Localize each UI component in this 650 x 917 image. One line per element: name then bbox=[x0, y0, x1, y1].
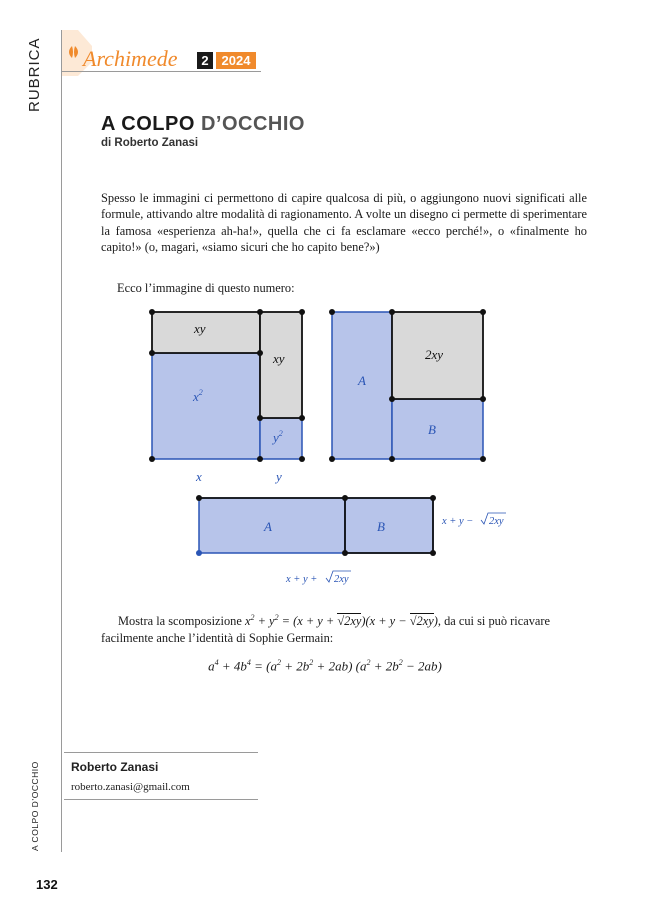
article-byline: di Roberto Zanasi bbox=[101, 137, 199, 149]
author-name: Roberto Zanasi bbox=[71, 760, 159, 774]
dim-right-radicand: 2xy bbox=[489, 516, 504, 527]
page-number: 132 bbox=[36, 877, 58, 892]
label-xy-top: xy bbox=[194, 321, 206, 336]
y-squared-region bbox=[260, 418, 302, 459]
decomp-after: , da cui si può ricavare facilmente anche l’identità di Sophie Germain: bbox=[101, 614, 551, 646]
year-badge: 2024 bbox=[216, 52, 256, 69]
region-b-right bbox=[392, 399, 483, 459]
label-a-right: A bbox=[358, 373, 366, 388]
decomposition-text bbox=[101, 609, 591, 647]
dim-bottom-text: x + y + bbox=[286, 574, 318, 585]
issue-badge: 2 bbox=[197, 52, 213, 69]
label-two-xy: 2xy bbox=[425, 347, 444, 362]
axis-label-y: y bbox=[276, 469, 282, 484]
sophie-germain-identity: $a^4 + 4b^4 = (a^2 + 2b^2 + 2ab) (a^2 + 2b^2 - 2ab)$ bbox=[208, 658, 442, 674]
label-x-squared: $x^2$ bbox=[193, 388, 203, 404]
label-xy-right: xy bbox=[273, 351, 285, 366]
intro-paragraph: Spesso le immagini ci permettono di capire qualcosa di più, o aggiungono nuovi significati alle formule, attivando altre modalità di ragionamento. A volte un disegno ci permette di sperimentare la famosa «esperienza ah-ha!», quella che ci fa esclamare «ecco perché!», o «finalmente ho capito!» (o, magari, «siamo sicuri che ho capito bene?») bbox=[101, 191, 587, 254]
axis-label-x: x bbox=[196, 469, 202, 484]
side-article-title: A COLPO D’OCCHIO bbox=[30, 761, 40, 851]
region-b-bottom bbox=[345, 498, 433, 553]
author-email[interactable]: roberto.zanasi@gmail.com bbox=[71, 781, 190, 793]
label-b-right: B bbox=[428, 422, 436, 437]
dim-right-text: x + y − bbox=[442, 516, 474, 527]
label-b-bottom: B bbox=[377, 519, 385, 534]
author-rule-top bbox=[64, 752, 258, 753]
region-a-bottom bbox=[199, 498, 345, 553]
author-rule-bottom bbox=[64, 799, 258, 800]
figure-intro: Ecco l’immagine di questo numero: bbox=[117, 281, 295, 295]
title-main: A COLPO bbox=[101, 113, 195, 135]
label-y-squared: $y^2$ bbox=[273, 429, 283, 445]
decomp-before: Mostra la scomposizione bbox=[118, 614, 242, 629]
title-accent: D’OCCHIO bbox=[200, 113, 305, 135]
section-label: RUBRICA bbox=[26, 37, 43, 112]
decomp-formula: $x^2 + y^2 = (x + y + √2xy)(x + y - √2xy)$ bbox=[245, 613, 438, 629]
label-a-bottom: A bbox=[264, 519, 272, 534]
dim-bottom-radicand: 2xy bbox=[334, 574, 349, 585]
x-squared-region bbox=[152, 353, 260, 459]
xy-top-region bbox=[152, 312, 260, 353]
magazine-name: Archimede bbox=[83, 46, 178, 71]
